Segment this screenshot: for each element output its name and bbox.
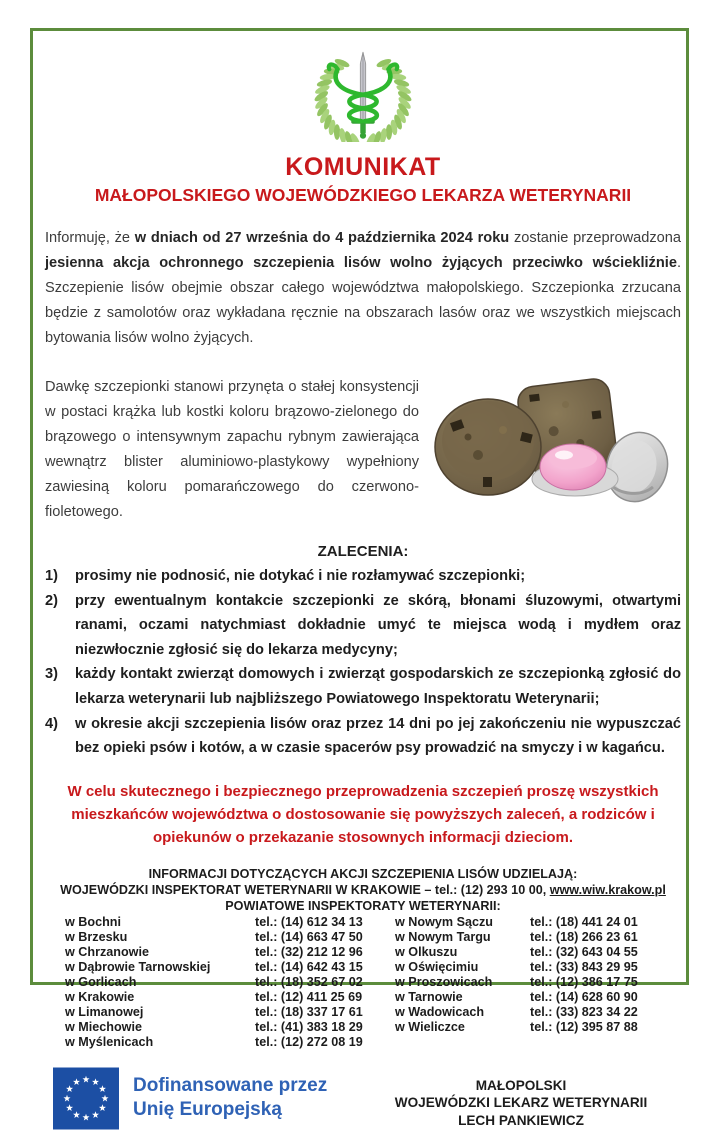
veterinary-caduceus-icon	[302, 42, 424, 142]
phone-table	[45, 915, 681, 1050]
list-item-number: 2)	[45, 592, 58, 609]
city-label: w Wadowicach	[395, 1004, 485, 1019]
signature-office: WOJEWÓDZKI LEKARZ WETERYNARII	[394, 1095, 648, 1111]
city-label: w Myślenicach	[65, 1034, 154, 1049]
list-item	[45, 662, 681, 711]
vaccine-bait-photo	[433, 375, 681, 503]
eu-funding-block	[53, 1067, 327, 1130]
list-item-text: w okresie akcji szczepienia lisów oraz przez 14 dni po jej zakończeniu nie wypuszczać bez opieki psów i kotów, a w czasie spacerów psy prowadzić na smyczy i w kagańcu.	[75, 715, 681, 757]
list-item-text: przy ewentualnym kontakcie szczepionki ze skórą, błonami śluzowymi, otwartymi ranami, oczami natychmiast dokładnie umyć te miejsca wodą i mydłem oraz niezwłocznie zgłosić się do lekarza medycyny;	[75, 592, 681, 658]
district-heading: POWIATOWE INSPEKTORATY WETERYNARII:	[225, 898, 501, 913]
wiw-krakow-link[interactable]: www.wiw.krakow.pl	[549, 882, 666, 897]
phone-row	[395, 915, 681, 930]
phone-row	[65, 990, 395, 1005]
logo-wrap	[45, 42, 681, 147]
phone-number: tel.: (33) 843 29 95	[530, 959, 638, 974]
voivodeship-line	[45, 882, 681, 898]
voivodeship-info: WOJEWÓDZKI INSPEKTORAT WETERYNARII W KRAKOWIE – tel.: (12) 293 10 00,	[60, 882, 550, 897]
phone-number: tel.: (41) 383 18 29	[255, 1019, 363, 1034]
signature-region: MAŁOPOLSKI	[475, 1077, 567, 1093]
city-label: w Oświęcimiu	[395, 959, 479, 974]
intro-paragraph	[45, 226, 681, 351]
intro-text-1: Informuję, że	[45, 230, 135, 246]
phone-row	[395, 1020, 681, 1035]
phone-row	[395, 945, 681, 960]
phone-row	[65, 945, 395, 960]
city-label: w Proszowicach	[395, 974, 493, 989]
bait-paragraph: Dawkę szczepionki stanowi przynęta o stałej konsystencji w postaci krążka lub kostki koloru brązowo-zielonego do brązowego o intensywnym zapachu rybnym zawierająca wewnątrz blister aluminiowo-plastykowy wypełniony zawiesiną koloru pomarańczowego do czerwono-fioletowego.	[45, 379, 419, 520]
sword-pommel	[360, 133, 366, 139]
sword-grip	[360, 123, 365, 133]
phone-number: tel.: (32) 212 12 96	[255, 944, 363, 959]
city-label: w Chrzanowie	[65, 944, 149, 959]
list-item-text: każdy kontakt zwierząt domowych i zwierząt gospodarskich ze szczepionką zgłosić do lekarza weterynarii lub najbliższego Powiatowego Inspektoratu Weterynarii;	[75, 666, 681, 707]
phone-row	[395, 960, 681, 975]
list-item	[45, 589, 681, 663]
phone-number: tel.: (33) 823 34 22	[530, 1004, 638, 1019]
recommendations-list	[45, 564, 681, 761]
phone-number: tel.: (14) 642 43 15	[255, 959, 363, 974]
list-item-number: 1)	[45, 568, 58, 584]
recommendations-heading: ZALECENIA:	[317, 543, 409, 560]
snake-right	[349, 69, 390, 121]
city-label: w Wieliczce	[395, 1019, 465, 1034]
phone-number: tel.: (18) 266 23 61	[530, 929, 638, 944]
city-label: w Nowym Targu	[395, 929, 491, 944]
phone-row	[65, 1035, 395, 1050]
bait-disc	[435, 399, 541, 495]
intro-text-3: . Szczepienie lisów obejmie obszar całego województwa małopolskiego. Szczepionka zrzucana będzie z samolotów oraz wykładana ręcznie na obszarach lasów oraz we wszystkich miejscach bytowania lisów wolno żyjących.	[45, 255, 681, 346]
city-label: w Dąbrowie Tarnowskiej	[65, 959, 211, 974]
eu-label-line1: Dofinansowane przez	[133, 1074, 328, 1096]
phone-number: tel.: (14) 663 47 50	[255, 929, 363, 944]
phone-row	[65, 930, 395, 945]
footer	[45, 1067, 681, 1130]
page-title: KOMUNIKAT	[285, 153, 441, 181]
list-item	[45, 712, 681, 761]
city-label: w Miechowie	[65, 1019, 142, 1034]
intro-dates-bold: w dniach od 27 września do 4 października 2024 roku	[134, 230, 510, 246]
city-label: w Tarnowie	[395, 989, 463, 1004]
intro-action-bold: jesienna akcja ochronnego szczepienia lisów wolno żyjących przeciwko wściekliźnie	[45, 255, 677, 271]
contacts-header	[45, 866, 681, 914]
phone-number: tel.: (14) 628 60 90	[530, 989, 638, 1004]
city-label: w Limanowej	[65, 1004, 144, 1019]
eu-flag-icon	[53, 1067, 119, 1130]
list-item	[45, 564, 681, 589]
list-item-text: prosimy nie podnosić, nie dotykać i nie rozłamywać szczepionki;	[75, 568, 526, 584]
city-label: w Krakowie	[65, 989, 135, 1004]
phone-number: tel.: (18) 441 24 01	[530, 914, 638, 929]
list-item-number: 4)	[45, 715, 58, 732]
phone-row	[65, 975, 395, 990]
warning-paragraph: W celu skutecznego i bezpiecznego przeprowadzenia szczepień proszę wszystkich mieszkańców województwa o dostosowanie się powyższych zaleceń, a rodziców i opiekunów o przekazanie stosownych informacji dzieciom.	[67, 782, 659, 846]
list-item-number: 3)	[45, 666, 58, 683]
phone-row	[65, 915, 395, 930]
phone-number: tel.: (12) 386 17 75	[530, 974, 638, 989]
phone-number: tel.: (12) 395 87 88	[530, 1019, 638, 1034]
intro-text-2: zostanie przeprowadzona	[509, 230, 681, 246]
eu-funding-label	[133, 1074, 327, 1123]
phone-number: tel.: (12) 411 25 69	[255, 989, 363, 1004]
signature-block	[361, 1067, 681, 1130]
city-label: w Nowym Sączu	[395, 914, 493, 929]
phone-number: tel.: (18) 352 67 02	[255, 974, 363, 989]
phone-number: tel.: (12) 272 08 19	[255, 1034, 363, 1049]
phone-column-left	[65, 915, 395, 1050]
city-label: w Olkuszu	[395, 944, 458, 959]
bait-section	[45, 375, 681, 525]
phone-row	[395, 1005, 681, 1020]
phone-column-right	[395, 915, 681, 1050]
phone-row	[65, 960, 395, 975]
phone-number: tel.: (14) 612 34 13	[255, 914, 363, 929]
phone-row	[395, 930, 681, 945]
page-content	[45, 40, 681, 1130]
phone-row	[65, 1020, 395, 1035]
city-label: w Gorlicach	[65, 974, 137, 989]
eu-label-line2: Unię Europejską	[133, 1099, 282, 1121]
phone-row	[395, 990, 681, 1005]
phone-row	[65, 1005, 395, 1020]
phone-number: tel.: (32) 643 04 55	[530, 944, 638, 959]
contacts-heading: INFORMACJI DOTYCZĄCYCH AKCJI SZCZEPIENIA LISÓW UDZIELAJĄ:	[148, 866, 578, 881]
phone-number: tel.: (18) 337 17 61	[255, 1004, 363, 1019]
city-label: w Brzesku	[65, 929, 128, 944]
phone-row	[395, 975, 681, 990]
signature-name: LECH PANKIEWICZ	[458, 1112, 584, 1128]
page-subtitle: MAŁOPOLSKIEGO WOJEWÓDZKIEGO LEKARZA WETERYNARII	[94, 185, 632, 205]
city-label: w Bochni	[65, 914, 121, 929]
